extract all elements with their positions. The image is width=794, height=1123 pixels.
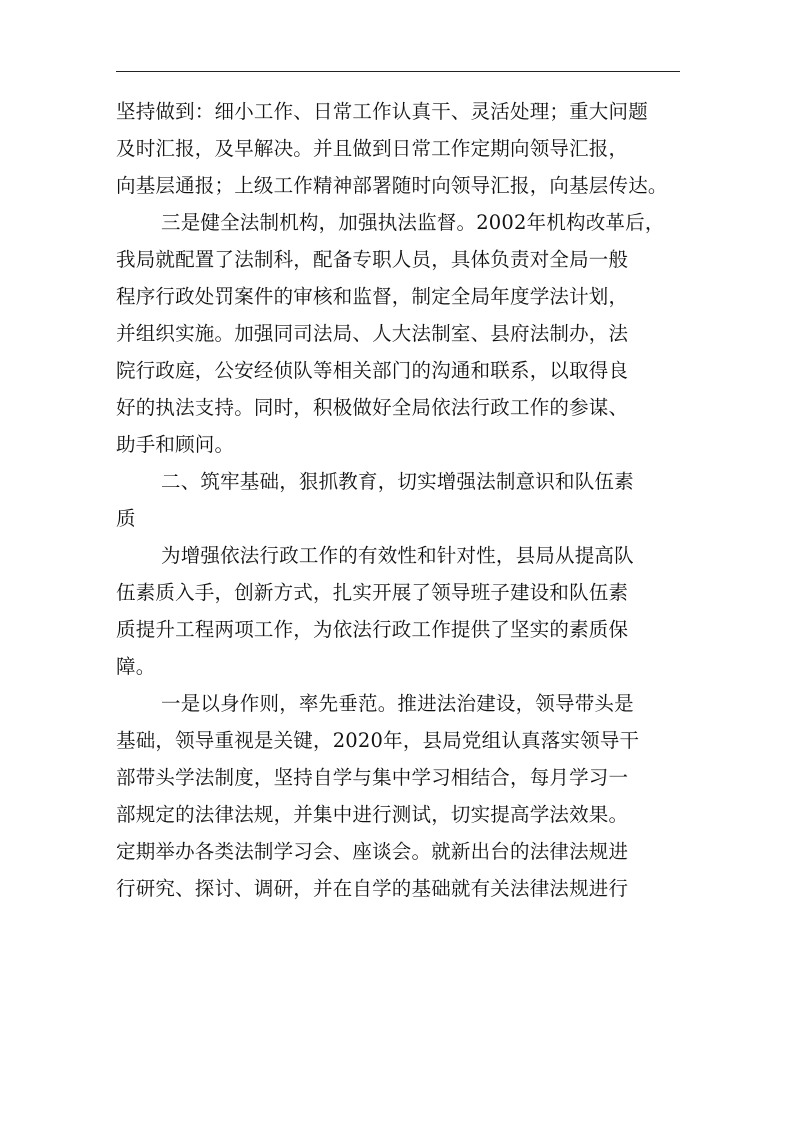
- text-line: 及时汇报，及早解决。并且做到日常工作定期向领导汇报，: [116, 137, 629, 160]
- text-line: 助手和顾问。: [116, 433, 235, 456]
- text-line: 一是以身作则，率先垂范。推进法治建设，领导带头是: [161, 692, 634, 715]
- text-line: 我局就配置了法制科，配备专职人员，具体负责对全局一般: [116, 248, 629, 271]
- text-line: 坚持做到：细小工作、日常工作认真干、灵活处理；重大问题: [116, 100, 648, 123]
- document-body: [116, 93, 696, 907]
- text-line: 部带头学法制度，坚持自学与集中学习相结合，每月学习一: [116, 766, 629, 789]
- text-line: 院行政庭，公安经侦队等相关部门的沟通和联系，以取得良: [116, 359, 629, 382]
- text-line: 好的执法支持。同时，积极做好全局依法行政工作的参谋、: [116, 396, 629, 419]
- section-heading: 二、筑牢基础，狠抓教育，切实增强法制意识和队伍素: [161, 470, 634, 493]
- text-line: 行研究、探讨、调研，并在自学的基础就有关法律法规进行: [116, 877, 629, 900]
- text-line: 向基层通报；上级工作精神部署随时向领导汇报，向基层传达。: [116, 174, 668, 197]
- text-line: 三是健全法制机构，加强执法监督。2002年机构改革后，: [161, 211, 665, 234]
- text-line: 部规定的法律法规，并集中进行测试，切实提高学法效果。: [116, 803, 629, 826]
- text-line: 定期举办各类法制学习会、座谈会。就新出台的法律法规进: [116, 840, 629, 863]
- header-rule: [116, 71, 680, 72]
- text-line: 障。: [116, 655, 156, 678]
- text-line: 并组织实施。加强同司法局、人大法制室、县府法制办，法: [116, 322, 629, 345]
- text-line: 程序行政处罚案件的审核和监督，制定全局年度学法计划，: [116, 285, 629, 308]
- text-line: 为增强依法行政工作的有效性和针对性，县局从提高队: [161, 544, 634, 567]
- text-line: 质提升工程两项工作，为依法行政工作提供了坚实的素质保: [116, 618, 629, 641]
- text-line: 伍素质入手，创新方式，扎实开展了领导班子建设和队伍素: [116, 581, 629, 604]
- text-line: 基础，领导重视是关键，2020年，县局党组认真落实领导干: [116, 729, 640, 752]
- section-heading: 质: [116, 507, 136, 530]
